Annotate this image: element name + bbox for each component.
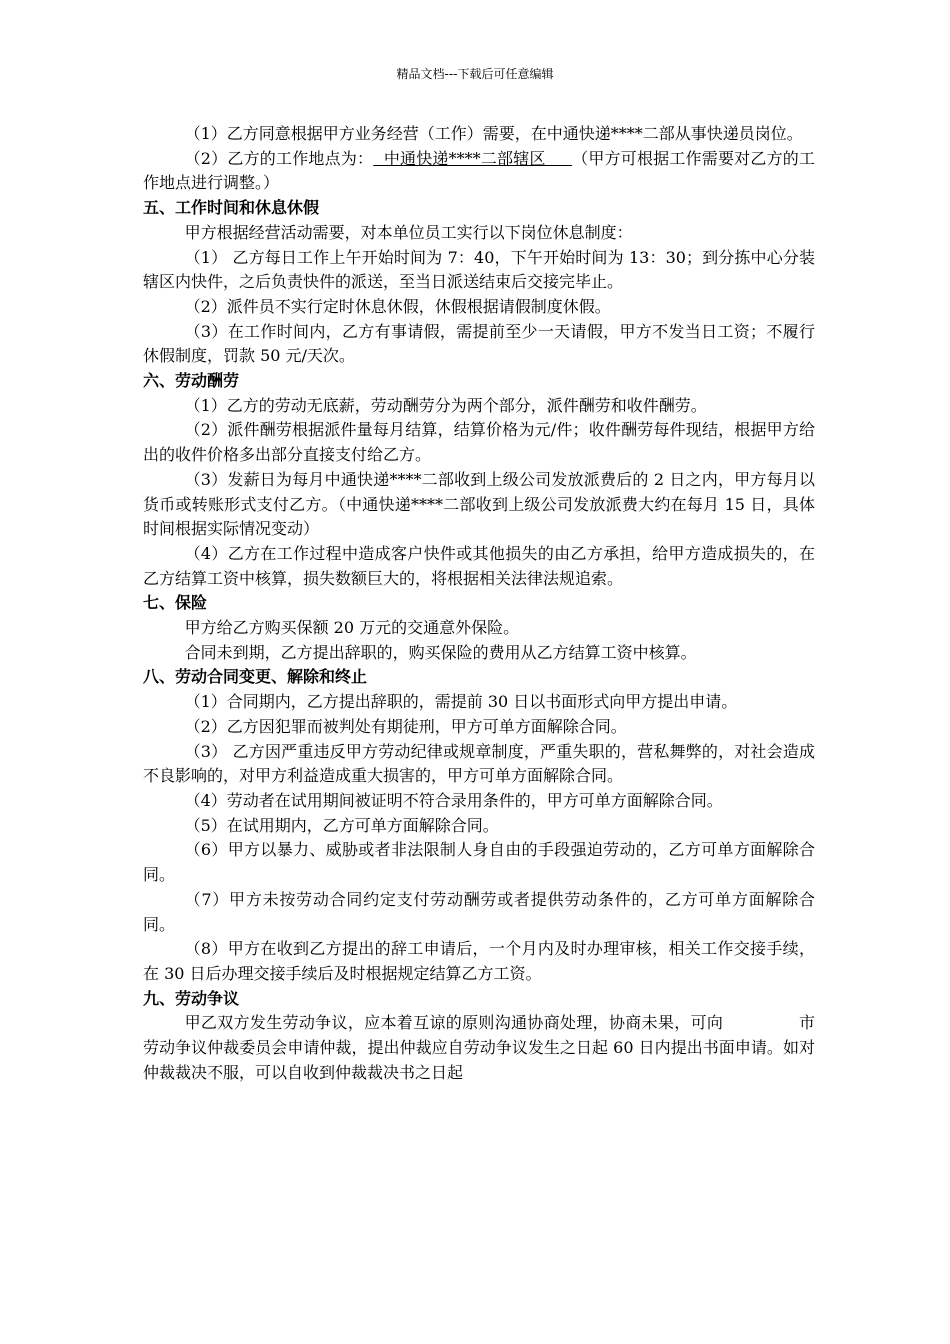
- paragraph: （4）乙方在工作过程中造成客户快件或其他损失的由乙方承担，给甲方造成损失的，在乙方结算工资中核算，损失数额巨大的，将根据相关法律法规追索。: [143, 543, 815, 588]
- paragraph: （5）在试用期内，乙方可单方面解除合同。: [184, 815, 499, 835]
- paragraph: （3）在工作时间内，乙方有事请假，需提前至少一天请假，甲方不发当日工资；不履行休假制度，罚款 50 元/天次。: [143, 321, 815, 366]
- city-blank: [723, 1013, 799, 1032]
- paragraph: 甲方根据经营活动需要，对本单位员工实行以下岗位休息制度：: [184, 222, 633, 242]
- work-location-field: 中通快递****二部辖区: [373, 148, 573, 168]
- paragraph: （8）甲方在收到乙方提出的辞工申请后，一个月内及时办理审核，相关工作交接手续，在 30 日后办理交接手续后及时根据规定结算乙方工资。: [143, 939, 815, 983]
- paragraph: 甲方给乙方购买保额 20 万元的交通意外保险。: [184, 618, 520, 638]
- paragraph: （1）乙方的劳动无底薪，劳动酬劳分为两个部分，派件酬劳和收件酬劳。: [184, 395, 707, 415]
- section-title: 七、保险: [143, 593, 208, 613]
- text: 市劳动争议仲裁委员会申请仲裁，提出仲裁应自劳动争议发生之日起 60 日内提出书面申请。如对仲裁裁决不服，可以自收到仲裁裁决书之日起: [143, 1013, 815, 1082]
- paragraph: （3）发薪日为每月中通快递****二部收到上级公司发放派费后的 2 日之内，甲方每月以货币或转账形式支付乙方。（中通快递****二部收到上级公司发放派费大约在每月 15 日，具体时间根据实际情况变动）: [143, 469, 815, 539]
- text: （2）乙方的工作地点为：: [184, 148, 374, 168]
- paragraph: （2）乙方因犯罪而被判处有期徒刑，甲方可单方面解除合同。: [184, 716, 627, 736]
- paragraph: 合同未到期，乙方提出辞职的，购买保险的费用从乙方结算工资中核算。: [184, 642, 697, 662]
- section-title: 八、劳动合同变更、解除和终止: [143, 667, 368, 687]
- paragraph: （2）派件员不实行定时休息休假，休假根据请假制度休假。: [184, 296, 611, 316]
- section-title: 五、工作时间和休息休假: [143, 198, 320, 218]
- section-title: 九、劳动争议: [143, 988, 240, 1008]
- text: 甲乙双方发生劳动争议，应本着互谅的原则沟通协商处理，协商未果，可向: [184, 1013, 724, 1033]
- paragraph: （6）甲方以暴力、威胁或者非法限制人身自由的手段强迫劳动的，乙方可单方面解除合同。: [143, 840, 815, 885]
- paragraph: （2）派件酬劳根据派件量每月结算，结算价格为元/件；收件酬劳每件现结，根据甲方给出的收件价格多出部分直接支付给乙方。: [143, 420, 815, 465]
- document-body: [143, 122, 815, 1085]
- section-title: 六、劳动酬劳: [143, 371, 240, 391]
- paragraph-work-location: [143, 147, 815, 196]
- paragraph-dispute: [143, 1011, 815, 1085]
- paragraph: （7）甲方未按劳动合同约定支付劳动酬劳或者提供劳动条件的，乙方可单方面解除合同。: [143, 889, 815, 934]
- paragraph: （1）乙方同意根据甲方业务经营（工作）需要，在中通快递****二部从事快递员岗位。: [184, 124, 803, 143]
- page-header: 精品文档---下载后可任意编辑: [396, 67, 554, 81]
- paragraph: （4）劳动者在试用期间被证明不符合录用条件的，甲方可单方面解除合同。: [184, 790, 723, 810]
- paragraph: （1） 乙方每日工作上午开始时间为 7：40，下午开始时间为 13：30；到分拣中心分装辖区内快件，之后负责快件的派送，至当日派送结束后交接完毕止。: [143, 247, 815, 292]
- paragraph: （3） 乙方因严重违反甲方劳动纪律或规章制度，严重失职的，营私舞弊的，对社会造成不良影响的，对甲方利益造成重大损害的，甲方可单方面解除合同。: [143, 741, 815, 786]
- paragraph: （1）合同期内，乙方提出辞职的，需提前 30 日以书面形式向甲方提出申请。: [184, 692, 738, 712]
- text: （甲方可根据工作需要对乙方的工作地点进行调整。）: [143, 148, 815, 193]
